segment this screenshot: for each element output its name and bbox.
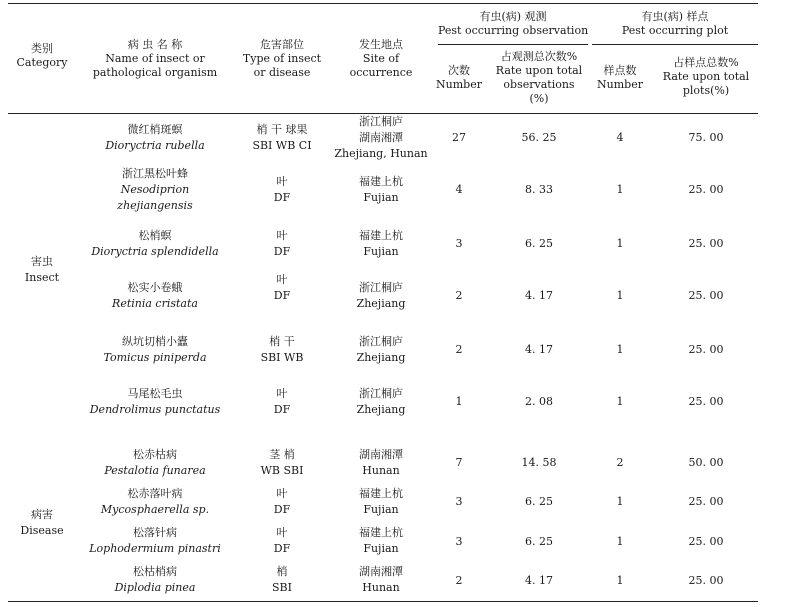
- pest-name-latin: Mycosphaerella sp.: [100, 503, 210, 516]
- damage-part-en: WB SBI: [260, 464, 304, 477]
- category-disease-en: Disease: [20, 524, 64, 537]
- header-category: [10, 42, 74, 70]
- damage-part-en: DF: [273, 245, 291, 258]
- header-part-zh: 危害部位: [260, 38, 304, 51]
- header-obs-group: [438, 10, 588, 38]
- plot-number: 1: [616, 535, 624, 548]
- category-insect-en: Insect: [24, 271, 60, 284]
- plot-rate: 25. 00: [688, 395, 724, 408]
- damage-part-zh: 梢 干 球果: [256, 123, 308, 136]
- header-site-zh: 发生地点: [359, 38, 403, 51]
- header-part-en2: or disease: [253, 66, 311, 79]
- header-part: [234, 38, 330, 80]
- damage-part-en: SBI WB: [260, 351, 304, 364]
- damage-part-zh: 叶: [276, 487, 288, 500]
- header-obs-group-zh: 有虫(病) 观测: [479, 10, 547, 23]
- pest-name-latin: Diplodia pinea: [114, 581, 196, 594]
- site-zh-1: 湖南湘潭: [359, 448, 403, 461]
- header-obs-num: [430, 64, 488, 92]
- plot-number: 1: [616, 237, 624, 250]
- header-plot-rate-en1: Rate upon total: [662, 70, 750, 83]
- header-name-en2: pathological organism: [92, 66, 218, 79]
- plot-rate: 50. 00: [688, 456, 724, 469]
- plot-rate: 25. 00: [688, 237, 724, 250]
- damage-part-en: DF: [273, 289, 291, 302]
- damage-part-en: SBI WB CI: [252, 139, 312, 152]
- site-zh-1: 浙江桐庐: [359, 335, 403, 348]
- header-obs-rate: [490, 50, 588, 106]
- damage-part-zh: 梢: [276, 565, 288, 578]
- top-rule: [8, 3, 758, 4]
- obs-number: 7: [455, 456, 463, 469]
- site-zh-1: 福建上杭: [359, 229, 403, 242]
- pest-name-zh: 松落针病: [133, 526, 177, 539]
- site: [334, 525, 428, 557]
- obs-rate: 56. 25: [521, 131, 557, 144]
- plot-number: 1: [616, 289, 624, 302]
- pest-name-latin-2: zhejiangensis: [117, 199, 193, 212]
- header-site-en2: occurrence: [349, 66, 413, 79]
- header-plot-group-zh: 有虫(病) 样点: [641, 10, 709, 23]
- damage-part-zh: 叶: [276, 526, 288, 539]
- header-obs-num-en: Number: [436, 78, 482, 91]
- damage-part-en: DF: [273, 503, 291, 516]
- pest-name-zh: 松实小卷蛾: [127, 281, 183, 294]
- header-obs-rate-zh: 占观测总次数%: [500, 50, 578, 63]
- plot-number: 1: [616, 574, 624, 587]
- site-en: Fujian: [363, 191, 399, 204]
- pest-name-latin: Nesodiprion: [120, 183, 190, 196]
- damage-part: [234, 386, 330, 418]
- plot-number: 2: [616, 456, 624, 469]
- damage-part-zh: 茎 梢: [269, 448, 295, 461]
- pest-name-zh: 松赤枯病: [133, 448, 177, 461]
- damage-part-en: DF: [273, 542, 291, 555]
- damage-part-zh: 叶: [276, 387, 288, 400]
- pest-name-latin: Lophodermium pinastri: [89, 542, 221, 555]
- site-en: Fujian: [363, 542, 399, 555]
- pest-name-latin: Dioryctria splendidella: [91, 245, 219, 258]
- site-zh-1: 湖南湘潭: [359, 565, 403, 578]
- plot-rate: 75. 00: [688, 131, 724, 144]
- damage-part-en: DF: [273, 191, 291, 204]
- obs-rate: 6. 25: [525, 535, 553, 548]
- obs-rate: 4. 17: [525, 289, 553, 302]
- obs-number: 2: [455, 289, 463, 302]
- site-en: Zhejiang: [356, 351, 406, 364]
- header-site-en1: Site of: [362, 52, 400, 65]
- site-zh-1: 浙江桐庐: [359, 281, 403, 294]
- plot-rate: 25. 00: [688, 495, 724, 508]
- site-zh-1: 福建上杭: [359, 526, 403, 539]
- obs-rate: 8. 33: [525, 183, 553, 196]
- site: [334, 228, 428, 260]
- damage-part: [234, 122, 330, 154]
- site-zh-2: 湖南湘潭: [359, 131, 403, 144]
- site-en: Fujian: [363, 503, 399, 516]
- site: [334, 386, 428, 418]
- bottom-rule: [8, 601, 758, 602]
- header-name-en1: Name of insect or: [105, 52, 205, 65]
- site-zh-1: 浙江桐庐: [359, 115, 403, 128]
- damage-part: [234, 486, 330, 518]
- site: [334, 280, 428, 312]
- header-part-en1: Type of insect: [242, 52, 322, 65]
- plot-number: 4: [616, 131, 624, 144]
- plot-group-rule: [592, 44, 758, 45]
- plot-rate: 25. 00: [688, 535, 724, 548]
- pest-name: [80, 334, 230, 366]
- header-plot-num: [592, 64, 648, 92]
- header-plot-rate: [654, 56, 758, 98]
- plot-number: 1: [616, 395, 624, 408]
- pest-name: [80, 228, 230, 260]
- pest-name-latin: Dioryctria rubella: [105, 139, 205, 152]
- header-plot-num-zh: 样点数: [603, 64, 637, 77]
- pest-name-latin: Pestalotia funarea: [104, 464, 206, 477]
- pest-name-zh: 纵坑切梢小蠹: [122, 335, 188, 348]
- site: [334, 114, 428, 162]
- obs-rate: 14. 58: [521, 456, 557, 469]
- pest-name-latin: Tomicus piniperda: [103, 351, 207, 364]
- plot-number: 1: [616, 183, 624, 196]
- category-insect-zh: 害虫: [31, 255, 53, 268]
- header-name: [80, 38, 230, 80]
- header-obs-num-zh: 次数: [448, 64, 470, 77]
- obs-group-rule: [438, 44, 588, 45]
- header-obs-rate-en3: (%): [529, 92, 549, 105]
- damage-part: [234, 525, 330, 557]
- damage-part-zh: 叶: [276, 175, 288, 188]
- header-name-zh: 病 虫 名 称: [127, 38, 183, 51]
- plot-rate: 25. 00: [688, 183, 724, 196]
- site-en: Zhejiang: [356, 297, 406, 310]
- header-plot-group: [592, 10, 758, 38]
- obs-number: 4: [455, 183, 463, 196]
- damage-part-en: DF: [273, 403, 291, 416]
- plot-number: 1: [616, 343, 624, 356]
- header-category-zh: 类别: [31, 42, 53, 55]
- damage-part: [234, 447, 330, 479]
- site: [334, 174, 428, 206]
- pest-name: [80, 486, 230, 518]
- header-obs-rate-en1: Rate upon total: [495, 64, 583, 77]
- pest-name-zh: 浙江黑松叶蜂: [122, 167, 188, 180]
- damage-part: [234, 174, 330, 206]
- pest-name-zh: 马尾松毛虫: [127, 387, 183, 400]
- plot-number: 1: [616, 495, 624, 508]
- site: [334, 447, 428, 479]
- pest-name: [80, 166, 230, 214]
- header-site: [334, 38, 428, 80]
- header-plot-group-en: Pest occurring plot: [621, 24, 729, 37]
- site: [334, 334, 428, 366]
- damage-part: [234, 272, 330, 304]
- obs-number: 3: [455, 535, 463, 548]
- obs-rate: 6. 25: [525, 495, 553, 508]
- header-plot-num-en: Number: [597, 78, 643, 91]
- site-zh-1: 福建上杭: [359, 175, 403, 188]
- obs-number: 3: [455, 495, 463, 508]
- plot-rate: 25. 00: [688, 289, 724, 302]
- pest-name-latin: Retinia cristata: [112, 297, 198, 310]
- obs-number: 1: [455, 395, 463, 408]
- damage-part-zh: 梢 干: [269, 335, 295, 348]
- plot-rate: 25. 00: [688, 574, 724, 587]
- damage-part-en: SBI: [272, 581, 292, 594]
- header-obs-rate-en2: observations: [503, 78, 575, 91]
- site-en: Zhejiang, Hunan: [334, 147, 428, 160]
- pest-name: [80, 280, 230, 312]
- site-en: Zhejiang: [356, 403, 406, 416]
- site: [334, 564, 428, 596]
- obs-number: 3: [455, 237, 463, 250]
- site-zh-1: 福建上杭: [359, 487, 403, 500]
- damage-part: [234, 334, 330, 366]
- category-disease: [10, 507, 74, 539]
- pest-name: [80, 564, 230, 596]
- pest-name-zh: 微红梢斑螟: [127, 123, 183, 136]
- obs-rate: 4. 17: [525, 343, 553, 356]
- header-obs-group-en: Pest occurring observation: [438, 24, 589, 37]
- obs-number: 2: [455, 343, 463, 356]
- site-en: Hunan: [362, 581, 400, 594]
- header-category-en: Category: [16, 56, 68, 69]
- site: [334, 486, 428, 518]
- plot-rate: 25. 00: [688, 343, 724, 356]
- site-en: Fujian: [363, 245, 399, 258]
- site-zh-1: 浙江桐庐: [359, 387, 403, 400]
- damage-part: [234, 564, 330, 596]
- header-plot-rate-zh: 占样点总数%: [673, 56, 739, 69]
- site-en: Hunan: [362, 464, 400, 477]
- pest-name: [80, 122, 230, 154]
- damage-part-zh: 叶: [276, 273, 288, 286]
- obs-number: 2: [455, 574, 463, 587]
- obs-rate: 6. 25: [525, 237, 553, 250]
- category-insect: [10, 254, 74, 286]
- pest-name: [80, 386, 230, 418]
- obs-rate: 2. 08: [525, 395, 553, 408]
- pest-name: [80, 447, 230, 479]
- header-plot-rate-en2: plots(%): [682, 84, 730, 97]
- pest-name-zh: 松梢螟: [138, 229, 172, 242]
- obs-rate: 4. 17: [525, 574, 553, 587]
- obs-number: 27: [452, 131, 466, 144]
- damage-part-zh: 叶: [276, 229, 288, 242]
- pest-name-zh: 松赤落叶病: [127, 487, 183, 500]
- pest-name-zh: 松枯梢病: [133, 565, 177, 578]
- pest-name-latin: Dendrolimus punctatus: [89, 403, 221, 416]
- category-disease-zh: 病害: [31, 508, 53, 521]
- damage-part: [234, 228, 330, 260]
- pest-name: [80, 525, 230, 557]
